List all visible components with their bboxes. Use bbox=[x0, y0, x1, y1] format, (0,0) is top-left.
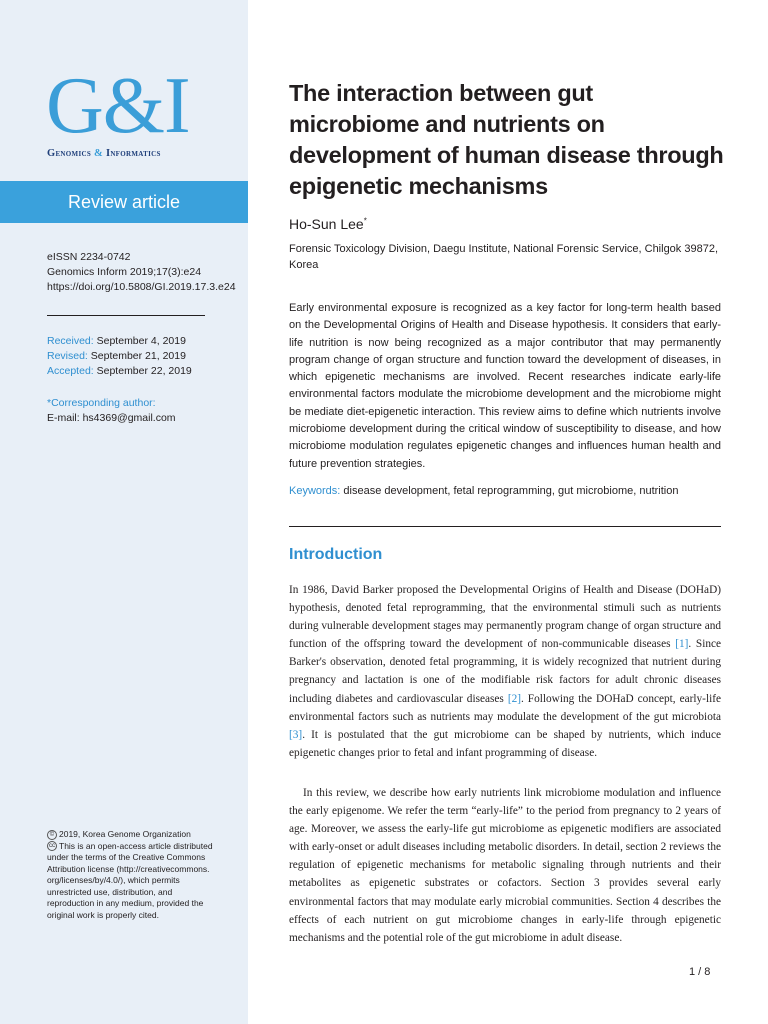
corresponding-email[interactable]: E-mail: hs4369@gmail.com bbox=[47, 412, 176, 424]
introduction-paragraph-1: In 1986, David Barker proposed the Developmental Origins of Health and Disease (DOHaD) hypothesis, denoted fetal reprogramming, that the environmental stimuli such as nutrients during vulnerable development stages may permanently program change of organ structure and function of the offspring toward the development of non-communicable diseases [1]. Since Barker's observation, denoted fetal programming, it is widely recognized that nutrient during pregnancy and lactation is one of the modifiable risk factors for adult chronic diseases including diabetes and cardiovascular diseases [2]. Following the DOHaD concept, early-life environmental factors such as nutrients may modulate the development of the gut microbiota [3]. It is postulated that the gut microbiome can be shaped by nutrients, which induce epigenetic changes prior to fetal and infant programming of disease. bbox=[289, 584, 722, 759]
section-divider bbox=[289, 526, 721, 527]
license-line: Attribution license (http://creativecommons. bbox=[47, 863, 210, 874]
corresponding-mark: * bbox=[363, 216, 367, 226]
license-block bbox=[47, 829, 212, 921]
introduction-paragraph-2: In this review, we describe how early nutrients link microbiome modulation and influence the early epigenome. We refer the term “early-life” to the period from pregnancy to 2 years of age. Moreover, we assess the early-life gut microbiome as epigenetic modifiers are associated with early-onset or adult diseases including metabolic disorders. In detail, section 2 reviews the regulation of epigenetic mechanisms for metabolic signaling through nutrients and their metabolites as epigenetic substrates or cofactors. Section 3 provides several early environmental factors that may modulate early microbial communities. Section 4 describes the effects of each nutrient on gut microbiome changes in early-life through epigenetic mechanisms and the potential role of the gut microbiome in adult disease. bbox=[289, 787, 721, 944]
journal-name-amp: & bbox=[93, 148, 103, 159]
article-title: The interaction between gut microbiome and nutrients on development of human disease through epigenetic mechanisms bbox=[289, 80, 724, 199]
author-affiliation: Forensic Toxicology Division, Daegu Institute, National Forensic Service, Chilgok 39872, Korea bbox=[289, 243, 719, 271]
received-date bbox=[47, 334, 186, 349]
creative-commons-icon: cc bbox=[49, 843, 55, 850]
citation: Genomics Inform 2019;17(3):e24 bbox=[47, 266, 202, 278]
copyright-icon: © bbox=[47, 830, 57, 840]
copyright-line: © 2019, Korea Genome Organization bbox=[47, 829, 212, 841]
revised-date bbox=[47, 349, 186, 364]
revised-label: Revised: bbox=[47, 350, 88, 362]
accepted-value: September 22, 2019 bbox=[96, 365, 192, 377]
abstract: Early environmental exposure is recognized as a key factor for long-term health based on the Developmental Origins of Health and Disease hypothesis. It considers that early-life nutrition is now being recognized as a major contributor that may permanently program change of organ structure and function toward the development of diseases, in which epigenetic mechanisms are involved. Recent researches indicate early-life environmental factors modulate the microbiome development and the microbiome might be mediate diet-epigenetic interaction. This review aims to define which nutrients involve microbiome development during the critical window of susceptibility to disease, and how microbiome modulation regulates epigenetic changes and influences human health and future prevention strategies. bbox=[289, 302, 721, 470]
keywords-label: Keywords: bbox=[289, 485, 341, 497]
reference-link[interactable]: [1] bbox=[675, 638, 689, 651]
article-type-banner: Review article bbox=[0, 181, 248, 223]
author-name: Ho-Sun Lee* bbox=[289, 216, 367, 232]
journal-name-part1: Genomics bbox=[47, 148, 92, 159]
license-line: cc This is an open-access article distributed bbox=[49, 840, 213, 851]
keywords bbox=[289, 485, 721, 497]
section-heading-introduction: Introduction bbox=[289, 546, 383, 563]
license-line: under the terms of the Creative Commons bbox=[47, 852, 206, 862]
license-line: original work is properly cited. bbox=[47, 909, 159, 920]
doi-link[interactable]: https://doi.org/10.5808/GI.2019.17.3.e24 bbox=[47, 281, 236, 293]
accepted-label: Accepted: bbox=[47, 365, 94, 377]
journal-name-part2: Informatics bbox=[105, 148, 161, 159]
page-number: 1 / 8 bbox=[689, 966, 711, 978]
reference-link[interactable]: [2] bbox=[507, 692, 521, 705]
received-value: September 4, 2019 bbox=[96, 335, 186, 347]
received-label: Received: bbox=[47, 335, 94, 347]
corresponding-author-label: *Corresponding author: bbox=[47, 397, 156, 409]
sidebar-divider bbox=[47, 315, 205, 316]
eissn: eISSN 2234-0742 bbox=[47, 251, 131, 263]
license-line: org/licenses/by/4.0/), which permits bbox=[47, 875, 180, 885]
reference-link[interactable]: [3] bbox=[289, 728, 303, 741]
license-line: unrestricted use, distribution, and bbox=[47, 886, 173, 897]
license-line: reproduction in any medium, provided the bbox=[47, 898, 204, 908]
keywords-list: disease development, fetal reprogramming, gut microbiome, nutrition bbox=[343, 485, 679, 497]
revised-value: September 21, 2019 bbox=[90, 350, 186, 362]
accepted-date bbox=[47, 364, 192, 379]
journal-name bbox=[47, 148, 161, 159]
journal-logo: G&I bbox=[46, 62, 190, 150]
